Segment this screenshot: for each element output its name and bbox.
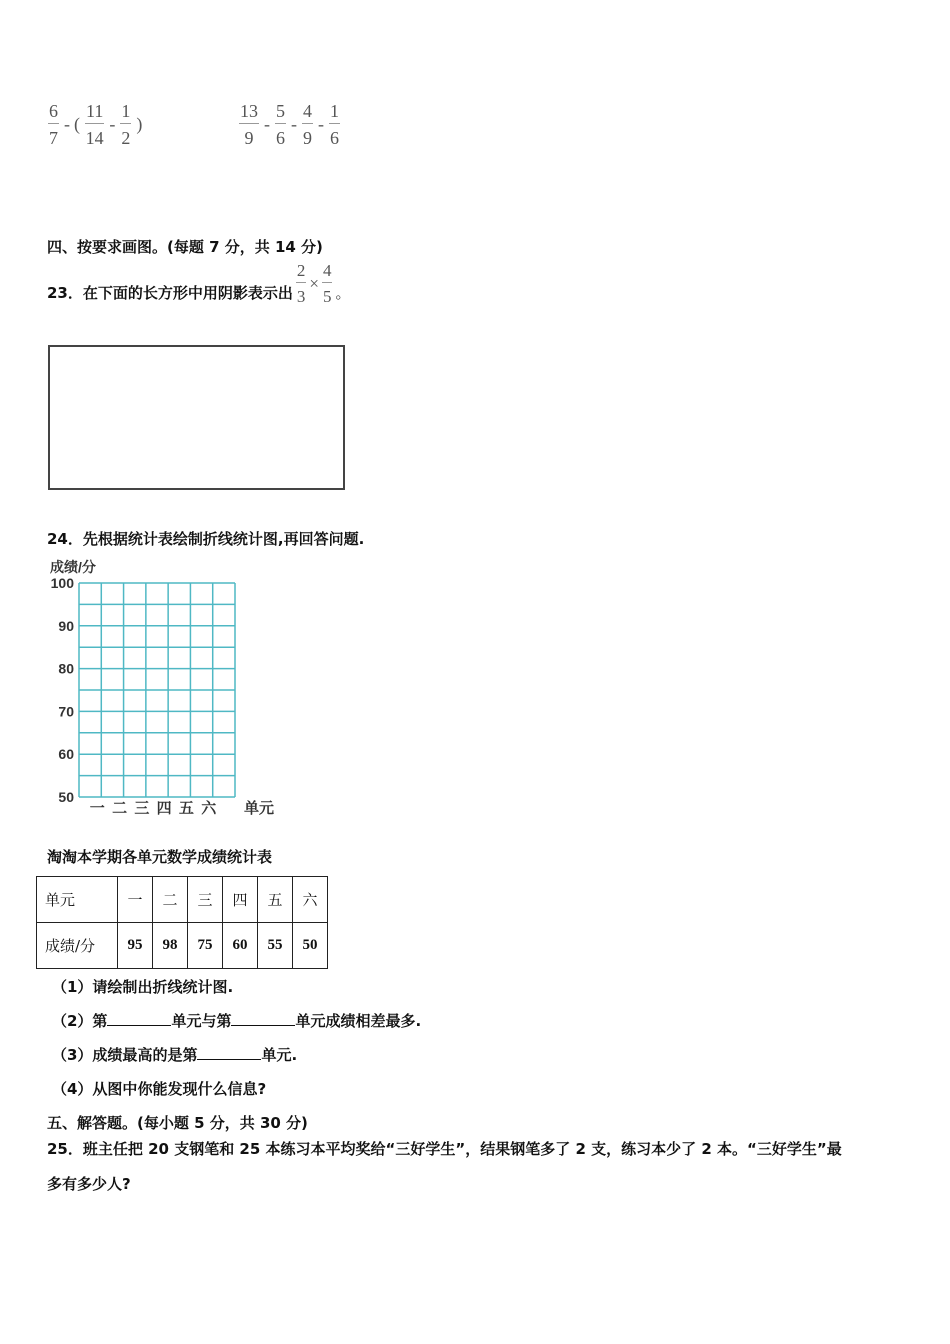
minus-sign: - — [264, 114, 270, 134]
table-cell: 75 — [188, 923, 223, 969]
table-row — [37, 923, 328, 969]
fraction — [329, 102, 340, 147]
fraction — [302, 102, 313, 147]
denominator: 5 — [322, 287, 332, 306]
x-tick-label: 三 — [134, 799, 150, 817]
grid-y-label: 成绩/分 — [50, 559, 96, 575]
numerator: 1 — [120, 102, 131, 124]
sub-question-2 — [52, 1010, 421, 1031]
fraction — [322, 262, 333, 305]
table-cell: 二 — [153, 877, 188, 923]
y-tick-label: 80 — [58, 660, 74, 677]
x-tick-label: 四 — [156, 799, 172, 817]
y-tick-label: 50 — [58, 789, 74, 805]
line-chart-grid[interactable] — [0, 0, 300, 830]
numerator: 1 — [329, 102, 340, 124]
times-sign: × — [309, 273, 319, 293]
denominator: 9 — [303, 128, 312, 148]
numerator: 4 — [302, 102, 313, 124]
question-24-text: 24．先根据统计表绘制折线统计图,再回答问题. — [47, 530, 365, 548]
denominator: 6 — [276, 128, 285, 148]
answer-blank[interactable] — [107, 1011, 171, 1026]
sub-question-1: （1）请绘制出折线统计图. — [52, 978, 234, 996]
numerator: 6 — [48, 102, 59, 124]
numerator: 2 — [296, 262, 307, 283]
answer-blank[interactable] — [197, 1045, 261, 1060]
table-cell: 95 — [118, 923, 153, 969]
table-cell: 成绩/分 — [37, 923, 118, 969]
text: 单元. — [261, 1046, 298, 1064]
table-cell: 60 — [223, 923, 258, 969]
question-25-line-1: 25．班主任把 20 支钢笔和 25 本练习本平均奖给“三好学生”，结果钢笔多了 2 支，练习本少了 2 本。“三好学生”最 — [47, 1140, 842, 1158]
table-cell: 50 — [293, 923, 328, 969]
denominator: 14 — [85, 128, 104, 148]
question-25-line-2: 多有多少人? — [47, 1175, 131, 1193]
table-cell: 四 — [223, 877, 258, 923]
score-table — [36, 876, 328, 969]
sub-question-4: （4）从图中你能发现什么信息? — [52, 1080, 267, 1098]
x-tick-label: 五 — [178, 799, 194, 817]
answer-blank[interactable] — [231, 1011, 295, 1026]
sub-question-3 — [52, 1044, 297, 1065]
numerator: 4 — [322, 262, 333, 283]
x-tick-label: 一 — [89, 799, 105, 817]
table-cell: 一 — [118, 877, 153, 923]
y-tick-label: 100 — [50, 575, 74, 591]
y-tick-label: 90 — [58, 617, 74, 634]
table-cell: 三 — [188, 877, 223, 923]
table-cell: 98 — [153, 923, 188, 969]
period: 。 — [335, 284, 351, 302]
y-tick-label: 70 — [58, 703, 74, 720]
y-tick-label: 60 — [58, 746, 74, 763]
parenthesis: ) — [136, 114, 143, 134]
parenthesis: ( — [74, 114, 80, 134]
question-23-text: 23．在下面的长方形中用阴影表示出 — [47, 284, 293, 302]
minus-sign: - — [291, 114, 297, 134]
table-cell: 单元 — [37, 877, 118, 923]
text: （3）成绩最高的是第 — [52, 1046, 198, 1064]
numerator: 11 — [85, 102, 104, 124]
denominator: 3 — [296, 287, 306, 306]
section-5-title: 五、解答题。(每小题 5 分，共 30 分) — [47, 1114, 308, 1132]
minus-sign: - — [64, 114, 70, 134]
denominator: 9 — [244, 128, 254, 148]
x-axis-label: 单元 — [243, 799, 275, 817]
text: （2）第 — [52, 1012, 108, 1030]
table-cell: 六 — [293, 877, 328, 923]
numerator: 5 — [275, 102, 286, 124]
denominator: 7 — [49, 128, 58, 148]
x-tick-label: 二 — [112, 799, 128, 817]
text: 单元与第 — [171, 1012, 232, 1030]
x-tick-label: 六 — [201, 799, 217, 817]
text: 单元成绩相差最多. — [295, 1012, 422, 1030]
section-4-title: 四、按要求画图。(每题 7 分，共 14 分) — [47, 238, 323, 256]
table-header-row — [37, 877, 328, 923]
table-caption: 淘淘本学期各单元数学成绩统计表 — [47, 848, 273, 866]
denominator: 2 — [121, 128, 131, 148]
denominator: 6 — [330, 128, 339, 148]
numerator: 13 — [239, 102, 259, 124]
minus-sign: - — [109, 114, 116, 134]
table-cell: 55 — [258, 923, 293, 969]
minus-sign: - — [318, 114, 324, 134]
table-cell: 五 — [258, 877, 293, 923]
